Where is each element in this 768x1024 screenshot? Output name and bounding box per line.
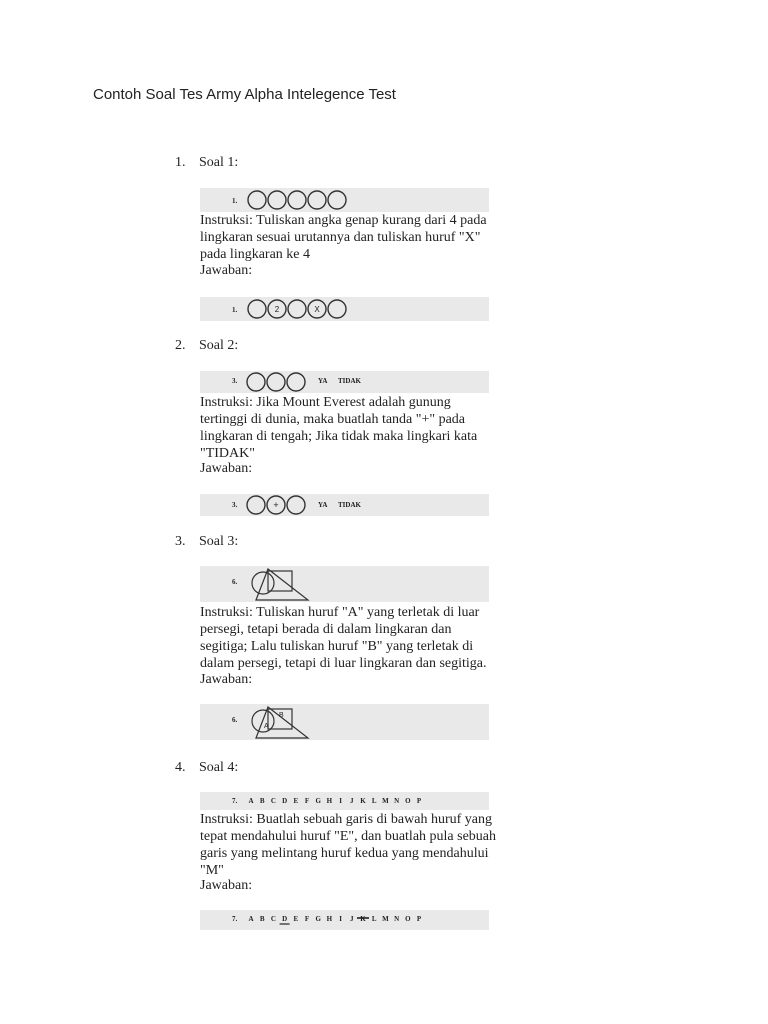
q4-answer-letter-a: A [248,915,254,923]
q4-item-letter-i: I [339,797,342,805]
q4-item-letter-e: E [293,797,299,805]
q4-answer-letter-n: N [394,915,400,923]
q4-item-letter-m: M [382,797,389,805]
question-3-title: Soal 3: [199,534,239,549]
q4-item-letter-d: D [282,797,288,805]
question-4-answer-label: Jawaban: [200,878,253,893]
q2-answer-mark-plus: + [273,500,279,510]
question-4-title: Soal 4: [199,760,239,775]
question-3-number: 3. [175,534,186,549]
q2-answer-item-label: 3. [232,501,238,509]
q2-answer-option-ya: YA [318,501,328,509]
question-1-instruction: Instruksi: Tuliskan angka genap kurang dari 4 pada lingkaran sesuai urutannya dan tuliskan huruf "X" pada lingkaran ke 4 [200,213,487,262]
q1-answer-mark-2: 2 [274,305,280,314]
question-4-number: 4. [175,760,186,775]
document-title: Contoh Soal Tes Army Alpha Intelegence Test [93,86,396,103]
q4-answer-letter-j: J [350,915,354,923]
q4-answer-letter-e: E [293,915,299,923]
question-4-instruction: Instruksi: Buatlah sebuah garis di bawah huruf yang tepat mendahului huruf "E", dan buatlah pula sebuah garis yang melintang huruf kedua yang mendahului "M" [200,812,497,878]
q4-item-letter-b: B [259,797,265,805]
q3-answer-mark-a: A [264,723,269,730]
q4-answer-letter-m: M [382,915,389,923]
question-1-item-strip [200,188,489,212]
q4-answer-letter-g: G [315,915,321,923]
q1-answer-mark-x: X [314,305,320,314]
q4-item-letter-n: N [394,797,400,805]
q4-answer-letter-l: L [371,915,377,923]
q4-answer-letter-i: I [339,915,342,923]
question-4-heading [175,760,238,776]
q2-item-label: 3. [232,377,238,385]
q2-option-tidak: TIDAK [338,377,361,385]
question-3-heading [175,534,238,550]
q2-option-ya: YA [318,377,328,385]
q3-answer-mark-b: B [279,712,284,719]
question-4-answer-strip [200,910,489,930]
question-2-number: 2. [175,338,186,353]
q3-item-label: 6. [232,578,238,586]
question-1-number: 1. [175,155,186,170]
q2-answer-option-tidak: TIDAK [338,501,361,509]
q4-item-letter-f: F [304,797,310,805]
question-3-instruction: Instruksi: Tuliskan huruf "A" yang terletak di luar persegi, tetapi berada di dalam lingkaran dan segitiga; Lalu tuliskan huruf "B" yang terletak di dalam persegi, tetapi di luar lingkaran dan segitiga. [200,605,487,671]
q4-item-letter-h: H [326,797,333,805]
question-3-answer-strip [200,704,489,740]
q1-answer-item-label: 1. [232,306,238,314]
question-3-item-strip [200,566,489,602]
q1-circle-1 [248,191,266,209]
q4-item-letter-c: C [270,797,276,805]
q4-item-letter-p: P [416,797,422,805]
question-2-answer-strip [200,494,489,516]
question-1-title: Soal 1: [199,155,239,170]
q1-circle-3 [288,191,306,209]
q4-item-letter-a: A [248,797,254,805]
q4-answer-letter-f: F [304,915,310,923]
q3-answer-item-label: 6. [232,716,238,724]
q4-answer-letter-o: O [405,915,411,923]
q3-triangle-shape [256,569,308,600]
question-2-instruction: Instruksi: Jika Mount Everest adalah gunung tertinggi di dunia, maka buatlah tanda "+" pada lingkaran di tengah; Jika tidak maka lingkari kata "TIDAK" [200,395,478,461]
question-2-title: Soal 2: [199,338,239,353]
question-4-item-strip [200,792,489,810]
q4-item-label: 7. [232,797,238,805]
q4-answer-letter-d: D [282,915,288,923]
q4-answer-letter-p: P [416,915,422,923]
q4-answer-item-label: 7. [232,915,238,923]
q4-answer-letter-k: K [360,915,366,923]
q1-circle-5 [328,191,346,209]
q4-item-letter-k: K [360,797,366,805]
question-3-answer-label: Jawaban: [200,672,253,687]
q3-square-shape [268,571,292,591]
q4-item-letter-o: O [405,797,411,805]
q1-circle-4 [308,191,326,209]
question-1-answer-label: Jawaban: [200,263,253,278]
q4-answer-letter-h: H [326,915,333,923]
question-2-item-strip [200,371,489,393]
q1-circle-2 [268,191,286,209]
question-1-heading [175,155,238,171]
q4-answer-letter-b: B [259,915,265,923]
q4-item-letter-g: G [315,797,321,805]
q4-answer-letter-c: C [270,915,276,923]
q4-item-letter-l: L [371,797,377,805]
q4-item-letter-j: J [350,797,354,805]
question-1-answer-strip [200,297,489,321]
q1-item-label: 1. [232,197,238,205]
question-2-heading [175,338,238,354]
question-2-answer-label: Jawaban: [200,461,253,476]
